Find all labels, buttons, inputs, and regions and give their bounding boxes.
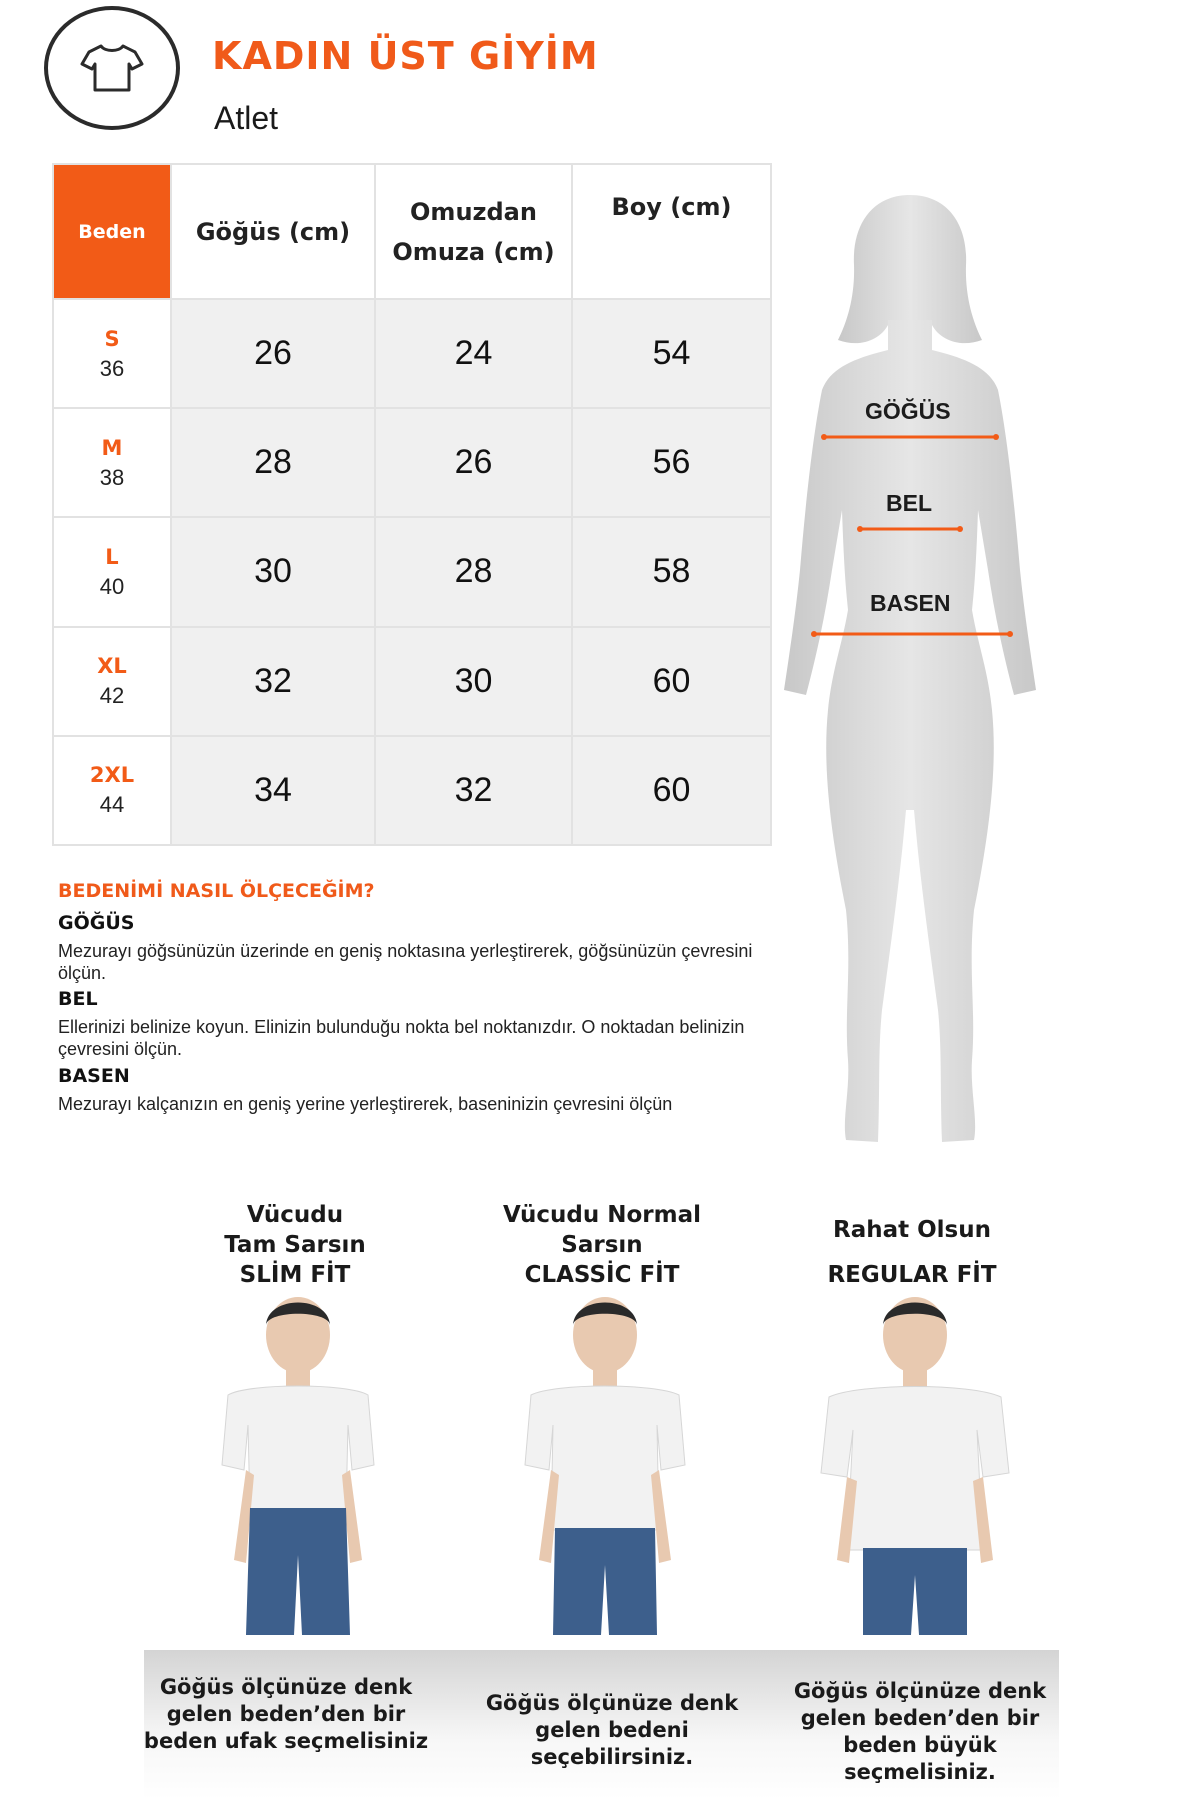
fit-name: REGULAR FİT (827, 1262, 997, 1288)
waist-heading: BEL (58, 988, 98, 1010)
hip-heading: BASEN (58, 1065, 130, 1087)
hip-instructions: Mezurayı kalçanızın en geniş yerine yerleştirerek, baseninizin çevresini ölçün (58, 1094, 673, 1114)
table-row (53, 736, 771, 845)
size-code: XL (97, 654, 127, 679)
fit-title-line1: Vücudu Normal (503, 1202, 701, 1228)
table-row (53, 408, 771, 517)
boy-value: 54 (572, 299, 771, 408)
fit-classic (452, 1200, 752, 1290)
boy-value: 60 (572, 736, 771, 845)
header-boy: Boy (cm) (572, 164, 771, 299)
fit-name: SLİM FİT (239, 1262, 351, 1288)
body-silhouette (760, 190, 1060, 1150)
gogus-value: 30 (171, 517, 375, 626)
boy-value: 60 (572, 627, 771, 736)
boy-value: 58 (572, 517, 771, 626)
gogus-value: 34 (171, 736, 375, 845)
size-table (52, 163, 772, 846)
header-omuz-line2: Omuza (cm) (392, 237, 555, 266)
size-cell (53, 517, 171, 626)
how-to-title: BEDENİMİ NASIL ÖLÇECEĞİM? (58, 880, 375, 902)
size-code: M (101, 435, 123, 460)
fit-title-line1: Vücudu (246, 1202, 344, 1228)
body-figure (760, 190, 1060, 1150)
header-omuz (375, 164, 572, 299)
model-classic-fit-image (495, 1295, 715, 1655)
product-type: Atlet (214, 100, 279, 136)
gogus-value: 32 (171, 627, 375, 736)
fit-title-line1: Rahat Olsun (832, 1217, 991, 1243)
fit-title-line2: Sarsın (561, 1232, 643, 1258)
table-row (53, 517, 771, 626)
header-gogus: Göğüs (cm) (171, 164, 375, 299)
model-slim-fit-image (188, 1295, 408, 1655)
omuz-value: 32 (375, 736, 572, 845)
omuz-value: 28 (375, 517, 572, 626)
fit-slim (145, 1200, 445, 1290)
chest-instructions: Mezurayı göğsünüzün üzerinde en geniş noktasına yerleştirerek, göğsünüzün çevresini ölçün. (58, 941, 753, 983)
boy-value: 56 (572, 408, 771, 517)
table-header-row (53, 164, 771, 299)
table-row (53, 627, 771, 736)
tshirt-icon-badge (44, 6, 180, 130)
fit-regular-caption: Göğüs ölçünüze denk gelen beden’den bir beden büyük seçmelisiniz. (793, 1679, 1047, 1784)
size-code: 2XL (89, 763, 135, 788)
hip-label: BASEN (870, 590, 951, 616)
waist-label: BEL (886, 490, 932, 516)
size-cell (53, 627, 171, 736)
chest-heading: GÖĞÜS (58, 912, 135, 934)
size-number: 44 (99, 792, 125, 818)
tshirt-icon (79, 42, 145, 94)
header-beden: Beden (53, 164, 171, 299)
size-cell (53, 408, 171, 517)
waist-instructions: Ellerinizi belinize koyun. Elinizin bulunduğu nokta bel noktanızdır. O noktadan belinizin çevresini ölçün. (58, 1017, 745, 1059)
fit-regular (762, 1215, 1062, 1290)
header-omuz-line1: Omuzdan (410, 197, 537, 226)
size-code: S (104, 326, 120, 351)
table-row (53, 299, 771, 408)
gogus-value: 28 (171, 408, 375, 517)
size-number: 36 (99, 355, 125, 381)
omuz-value: 30 (375, 627, 572, 736)
chest-label: GÖĞÜS (865, 398, 951, 424)
model-regular-fit-image (795, 1295, 1035, 1655)
fit-name: CLASSİC FİT (524, 1262, 680, 1288)
page-title: KADIN ÜST GİYİM (212, 34, 599, 78)
size-number: 42 (99, 683, 125, 709)
gogus-value: 26 (171, 299, 375, 408)
size-cell (53, 736, 171, 845)
size-number: 38 (99, 464, 125, 490)
size-number: 40 (99, 573, 125, 599)
fit-title-line2: Tam Sarsın (224, 1232, 366, 1258)
size-code: L (105, 544, 119, 569)
fit-classic-caption: Göğüs ölçünüze denk gelen bedeni seçebilirsiniz. (485, 1691, 739, 1769)
size-cell (53, 299, 171, 408)
omuz-value: 26 (375, 408, 572, 517)
omuz-value: 24 (375, 299, 572, 408)
fit-slim-caption: Göğüs ölçünüze denk gelen beden’den bir beden ufak seçmelisiniz (143, 1675, 429, 1753)
